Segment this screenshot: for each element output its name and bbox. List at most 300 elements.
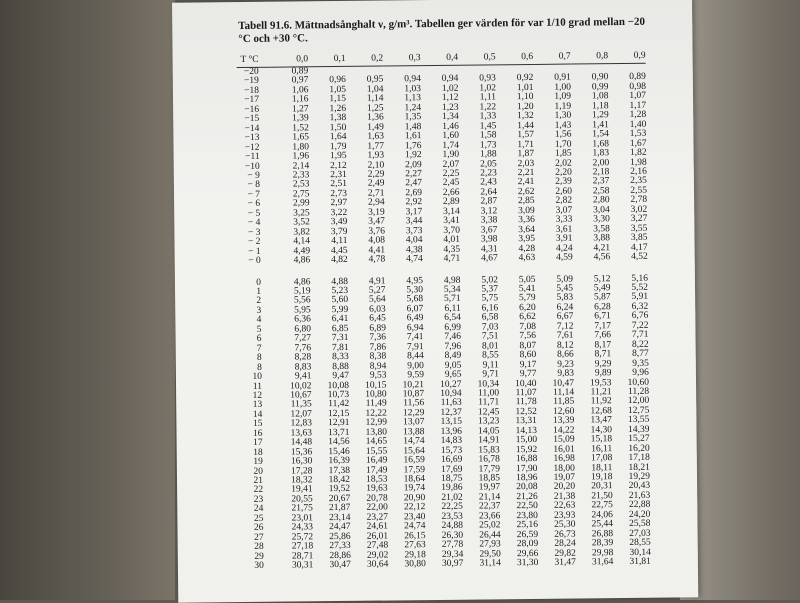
value-cell: 10,47 <box>552 378 575 389</box>
value-cell: 1,15 <box>329 94 347 105</box>
value-cell: 4,78 <box>368 254 386 265</box>
value-cell: 12,91 <box>328 418 350 429</box>
value-cell: 2,75 <box>292 189 310 200</box>
value-cell: 9,05 <box>444 360 462 371</box>
value-cell: 3,55 <box>630 223 648 234</box>
value-cell: 1,19 <box>554 101 572 112</box>
value-cell: 1,30 <box>554 110 572 121</box>
value-cell: 14,05 <box>478 426 500 437</box>
value-cell: 19,52 <box>328 484 351 495</box>
value-cell: 6,28 <box>594 302 611 313</box>
value-cell: 1,40 <box>629 119 647 130</box>
value-cell: 23,66 <box>478 511 501 522</box>
value-cell: 3,58 <box>593 223 610 235</box>
value-cell: 12,07 <box>290 409 312 420</box>
temperature-cell: 0 <box>256 277 261 288</box>
value-cell: 8,38 <box>369 351 387 362</box>
value-cell: 4,91 <box>368 276 386 287</box>
value-cell: 12,00 <box>627 396 650 407</box>
value-cell: 10,15 <box>365 379 387 391</box>
temperature-cell: 27 <box>254 532 264 543</box>
value-cell: 12,60 <box>552 406 575 417</box>
value-cell: 1,71 <box>517 139 535 150</box>
temperature-cell: 2 <box>256 296 262 307</box>
value-cell: 12,75 <box>627 405 650 416</box>
value-cell: 1,77 <box>367 141 385 152</box>
value-cell: 1,79 <box>329 141 347 152</box>
value-cell: 26,59 <box>516 529 539 540</box>
value-cell: 16,69 <box>440 454 463 466</box>
value-cell: 16,30 <box>290 456 313 467</box>
value-cell: 3,79 <box>330 226 348 237</box>
value-cell: 5,52 <box>631 282 649 293</box>
value-cell: 12,52 <box>515 406 537 418</box>
value-cell: 18,75 <box>441 473 463 484</box>
value-cell: 1,12 <box>441 93 459 104</box>
value-cell: 19,97 <box>478 482 501 494</box>
header-cell: 0,5 <box>458 48 496 65</box>
value-cell: 21,38 <box>553 491 576 502</box>
value-cell: 5,02 <box>481 274 498 286</box>
value-cell: 1,22 <box>479 102 497 113</box>
value-cell: 5,99 <box>331 304 349 315</box>
value-cell: 8,12 <box>556 340 574 351</box>
value-cell: 4,04 <box>405 235 423 246</box>
value-cell: 11,21 <box>590 387 612 398</box>
value-cell: 19,74 <box>403 483 426 494</box>
table-body <box>237 63 651 571</box>
value-cell: 22,00 <box>366 502 388 514</box>
value-cell: 9,29 <box>594 358 612 369</box>
value-cell: 21,26 <box>516 491 538 503</box>
value-cell: 31,64 <box>591 557 614 568</box>
value-cell: 2,20 <box>555 167 572 178</box>
value-cell: 1,11 <box>479 92 497 103</box>
value-cell: 4,38 <box>405 244 423 255</box>
value-cell: 1,09 <box>554 91 572 103</box>
value-cell: 13,71 <box>328 427 350 438</box>
header-cell: 0,1 <box>308 50 346 67</box>
value-cell: 7,91 <box>406 341 424 352</box>
value-cell: 12,29 <box>402 407 425 419</box>
value-cell: 17,79 <box>478 463 500 475</box>
value-cell: 3,82 <box>293 226 310 238</box>
value-cell: 2,18 <box>592 167 610 178</box>
value-cell: 7,27 <box>294 333 312 344</box>
value-cell: 3,47 <box>368 216 385 227</box>
value-cell: 3,04 <box>593 204 610 216</box>
value-cell: 8,55 <box>482 350 499 361</box>
value-cell: 14,56 <box>328 437 350 448</box>
value-cell: 5,64 <box>368 294 386 306</box>
value-cell: 2,10 <box>367 160 385 171</box>
temperature-cell: 6 <box>256 334 262 345</box>
value-cell: 4,59 <box>556 252 573 263</box>
value-cell: 9,35 <box>632 358 649 369</box>
value-cell: 8,83 <box>294 361 312 373</box>
value-cell: 3,52 <box>293 217 310 228</box>
value-cell: 3,12 <box>480 206 498 217</box>
value-cell: 6,80 <box>294 324 311 335</box>
value-cell: 3,85 <box>630 232 648 244</box>
value-cell: 5,09 <box>556 274 573 285</box>
value-cell: 8,28 <box>294 352 312 363</box>
value-cell: 7,86 <box>369 342 387 353</box>
value-cell: 23,01 <box>291 513 313 524</box>
value-cell: 18,64 <box>403 474 426 485</box>
value-cell: 7,36 <box>369 332 387 343</box>
value-cell: 6,24 <box>556 302 574 313</box>
temperature-cell: 12 <box>252 390 263 401</box>
value-cell: 30,80 <box>404 559 426 570</box>
value-cell: 18,11 <box>591 462 613 473</box>
value-cell: 25,72 <box>291 532 314 543</box>
value-cell: 2,64 <box>480 187 498 198</box>
value-cell: 21,75 <box>291 503 313 514</box>
value-cell: 0,92 <box>516 73 534 84</box>
value-cell: 10,94 <box>440 388 462 399</box>
temperature-cell: −14 <box>244 123 260 134</box>
value-cell: 10,60 <box>627 377 650 388</box>
value-cell: 11,71 <box>478 397 500 408</box>
value-cell: 14,30 <box>590 424 613 436</box>
value-cell: 23,80 <box>516 510 538 521</box>
temperature-cell: 13 <box>252 400 263 411</box>
value-cell: 23,14 <box>328 512 351 523</box>
value-cell: 21,87 <box>328 503 351 514</box>
value-cell: 8,60 <box>519 350 537 361</box>
background-right <box>680 0 800 600</box>
value-cell: 7,51 <box>481 331 499 342</box>
value-cell: 20,55 <box>291 494 313 505</box>
value-cell: 13,47 <box>590 415 612 426</box>
value-cell: 9,77 <box>519 368 537 380</box>
value-cell: 3,76 <box>368 226 385 237</box>
value-cell: 1,13 <box>404 93 422 104</box>
value-cell: 10,34 <box>477 378 500 390</box>
value-cell: 6,36 <box>294 314 311 325</box>
value-cell: 11,85 <box>553 396 575 408</box>
value-cell: 10,73 <box>327 389 350 401</box>
value-cell: 2,94 <box>367 197 385 209</box>
value-cell: 2,21 <box>517 167 535 179</box>
temperature-cell: 26 <box>253 523 264 534</box>
value-cell: 1,26 <box>329 103 347 114</box>
value-cell: 26,01 <box>366 531 389 542</box>
value-cell: 0,90 <box>591 72 609 83</box>
value-cell: 6,03 <box>369 304 386 315</box>
value-cell: 17,49 <box>365 465 388 476</box>
value-cell: 14,39 <box>628 424 650 435</box>
value-cell: 2,43 <box>480 177 497 188</box>
value-cell: 18,42 <box>328 474 351 486</box>
value-cell: 10,67 <box>290 390 312 401</box>
value-cell: 12,22 <box>365 408 387 419</box>
value-cell: 7,81 <box>331 342 349 353</box>
value-cell: 5,12 <box>593 273 611 284</box>
value-cell: 8,49 <box>444 350 462 362</box>
value-cell: 19,86 <box>441 483 463 494</box>
value-cell: 1,36 <box>367 112 384 123</box>
value-cell: 2,85 <box>517 196 535 207</box>
value-cell: 1,68 <box>592 138 610 149</box>
value-cell: 1,61 <box>404 131 422 142</box>
value-cell: 3,19 <box>368 207 385 218</box>
value-cell: 1,87 <box>517 149 535 160</box>
value-cell: 1,52 <box>292 123 309 134</box>
value-cell: 2,49 <box>367 178 385 190</box>
value-cell: 3,91 <box>555 233 573 244</box>
temperature-cell: −10 <box>244 161 260 172</box>
header-cell: 0,7 <box>533 48 571 65</box>
value-cell: 12,37 <box>440 407 462 418</box>
value-cell: 5,45 <box>556 283 574 294</box>
value-cell: 4,82 <box>331 254 348 266</box>
value-cell: 19,29 <box>628 471 651 482</box>
value-cell: 3,70 <box>443 225 460 236</box>
value-cell: 16,20 <box>628 443 650 454</box>
value-cell: 7,08 <box>519 321 536 332</box>
value-cell: 1,00 <box>554 82 571 93</box>
value-cell: 12,15 <box>327 408 350 419</box>
value-cell: 14,65 <box>365 436 388 447</box>
value-cell: 5,05 <box>518 274 536 285</box>
value-cell: 1,43 <box>554 120 572 131</box>
value-cell: 1,35 <box>404 112 422 123</box>
value-cell: 16,11 <box>591 443 613 455</box>
value-cell: 3,09 <box>518 205 535 216</box>
value-cell: 27,78 <box>441 539 464 551</box>
value-cell: 22,37 <box>478 501 501 512</box>
value-cell: 2,51 <box>330 179 347 190</box>
value-cell: 5,49 <box>593 283 611 294</box>
value-cell: 1,73 <box>479 139 497 151</box>
value-cell: 6,71 <box>594 311 611 322</box>
value-cell: 14,83 <box>440 435 463 447</box>
value-cell: 23,53 <box>441 511 463 522</box>
value-cell: 2,78 <box>630 195 648 206</box>
value-cell: 30,64 <box>366 559 389 570</box>
temperature-cell: 30 <box>254 560 264 571</box>
value-cell: 18,00 <box>553 463 575 474</box>
value-cell: 4,14 <box>293 236 311 247</box>
value-cell: 5,60 <box>331 295 349 306</box>
value-cell: 3,61 <box>555 224 573 235</box>
value-cell: 16,88 <box>515 454 538 465</box>
header-cell: 0,9 <box>608 47 646 64</box>
value-cell: 2,82 <box>555 195 573 207</box>
value-cell: 22,63 <box>553 500 576 512</box>
value-cell: 0,94 <box>441 74 459 85</box>
value-cell: 6,54 <box>444 313 461 324</box>
value-cell: 12,45 <box>477 407 500 418</box>
value-cell: 7,03 <box>481 322 499 333</box>
value-cell: 4,52 <box>631 251 648 262</box>
value-cell: 31,81 <box>629 556 651 568</box>
value-cell: 11,49 <box>365 398 387 410</box>
value-cell: 1,58 <box>479 130 497 141</box>
value-cell: 24,06 <box>591 509 613 521</box>
value-cell: 3,25 <box>293 208 310 219</box>
value-cell: 1,93 <box>367 150 385 161</box>
value-cell: 1,64 <box>329 132 347 143</box>
temperature-cell: −16 <box>244 104 260 115</box>
value-cell: 13,15 <box>440 417 462 428</box>
value-cell: 9,23 <box>557 359 574 370</box>
value-cell: 22,12 <box>403 502 426 513</box>
value-cell: 2,99 <box>292 198 310 209</box>
value-cell: 8,88 <box>332 361 349 372</box>
value-cell: 4,31 <box>480 243 498 255</box>
temperature-cell: − 1 <box>248 246 261 257</box>
value-cell: 15,83 <box>478 444 500 456</box>
value-cell: 27,48 <box>366 540 389 551</box>
value-cell: 2,16 <box>630 166 647 177</box>
value-cell: 4,35 <box>443 244 461 255</box>
value-cell: 8,01 <box>481 341 499 352</box>
value-cell: 1,07 <box>629 91 647 102</box>
temperature-cell: 8 <box>256 352 262 363</box>
temperature-cell: 3 <box>256 305 262 316</box>
value-cell: 23,93 <box>553 510 576 521</box>
value-cell: 30,14 <box>629 547 651 558</box>
value-cell: 13,31 <box>515 416 537 427</box>
value-cell: 0,89 <box>291 66 309 77</box>
value-cell: 30,47 <box>329 559 351 571</box>
temperature-cell: −11 <box>245 151 260 163</box>
value-cell: 11,63 <box>440 398 462 409</box>
value-cell: 6,20 <box>519 302 536 313</box>
value-cell: 13,39 <box>552 415 575 427</box>
temperature-cell: 11 <box>252 381 263 392</box>
value-cell: 0,95 <box>366 74 384 86</box>
value-cell: 3,67 <box>480 225 498 236</box>
value-cell: 27,93 <box>479 539 501 550</box>
value-cell: 15,46 <box>328 446 350 457</box>
saturation-vapor-table <box>237 47 651 572</box>
value-cell: 2,73 <box>330 188 348 199</box>
temperature-cell: −12 <box>244 142 260 153</box>
value-cell: 10,80 <box>365 389 387 400</box>
value-cell: 8,71 <box>594 349 612 360</box>
value-cell: 28,55 <box>629 537 651 549</box>
value-cell: 2,71 <box>367 188 385 199</box>
value-cell: 10,40 <box>515 378 537 389</box>
temperature-cell: 25 <box>253 513 264 524</box>
value-cell: 9,89 <box>594 368 612 379</box>
value-cell: 5,68 <box>406 294 424 305</box>
temperature-cell: 7 <box>256 343 262 354</box>
value-cell: 31,30 <box>516 558 539 569</box>
value-cell: 6,76 <box>631 311 649 322</box>
value-cell: 16,98 <box>553 453 575 464</box>
value-cell: 4,86 <box>293 255 311 266</box>
value-cell: 11,56 <box>403 398 425 409</box>
value-cell: 9,53 <box>369 370 387 381</box>
value-cell: 1,65 <box>292 132 309 143</box>
value-cell: 11,00 <box>478 388 500 399</box>
value-cell: 13,80 <box>365 427 388 438</box>
temperature-cell: −15 <box>244 114 260 125</box>
value-cell: 29,50 <box>479 548 501 560</box>
value-cell: 8,77 <box>632 348 649 360</box>
value-cell: 2,29 <box>367 169 385 180</box>
value-cell: 7,12 <box>556 321 574 332</box>
value-cell: 15,00 <box>515 435 538 446</box>
value-cell: 1,20 <box>516 101 534 112</box>
value-cell: 21,63 <box>628 490 651 501</box>
value-cell: 0,94 <box>404 74 421 85</box>
value-cell: 10,02 <box>290 380 312 392</box>
value-cell: 1,39 <box>292 113 309 124</box>
value-cell: 6,41 <box>331 314 349 325</box>
temperature-cell: 1 <box>256 286 262 297</box>
value-cell: 6,89 <box>369 323 386 334</box>
value-cell: 2,37 <box>592 176 610 187</box>
value-cell: 25,30 <box>554 519 576 531</box>
value-cell: 3,02 <box>630 204 648 215</box>
value-cell: 11,14 <box>553 387 575 398</box>
value-cell: 6,49 <box>406 313 424 324</box>
value-cell: 17,69 <box>440 464 463 475</box>
value-cell: 2,00 <box>592 157 610 168</box>
value-cell: 26,30 <box>441 530 464 541</box>
value-cell: 26,44 <box>479 530 501 541</box>
value-cell: 1,45 <box>479 121 497 132</box>
value-cell: 4,45 <box>330 245 348 256</box>
value-cell: 3,38 <box>480 215 498 226</box>
value-cell: 14,22 <box>553 425 575 436</box>
temperature-cell: − 2 <box>247 236 261 248</box>
value-cell: 9,71 <box>482 369 499 380</box>
value-cell: 2,39 <box>555 176 572 188</box>
value-cell: 15,55 <box>365 446 388 457</box>
value-cell: 1,48 <box>404 121 422 133</box>
value-cell: 17,59 <box>403 464 425 475</box>
value-cell: 10,87 <box>402 389 425 400</box>
value-cell: 2,60 <box>555 186 573 197</box>
value-cell: 2,25 <box>442 168 460 179</box>
table-row <box>242 558 651 572</box>
value-cell: 1,16 <box>291 94 309 105</box>
value-cell: 20,67 <box>328 493 351 505</box>
value-cell: 1,90 <box>442 149 460 160</box>
value-cell: 16,49 <box>365 455 388 466</box>
value-cell: 2,55 <box>630 185 648 196</box>
temperature-cell: − 8 <box>247 180 260 191</box>
value-cell: 16,01 <box>553 444 575 455</box>
value-cell: 9,17 <box>519 359 537 370</box>
value-cell: 8,07 <box>519 340 537 351</box>
background-left <box>0 0 175 600</box>
value-cell: 25,16 <box>516 520 539 531</box>
value-cell: 8,44 <box>407 351 424 362</box>
value-cell: 7,46 <box>444 331 462 343</box>
value-cell: 31,14 <box>479 558 501 569</box>
value-cell: 4,24 <box>555 243 573 254</box>
value-cell: 8,17 <box>594 339 612 351</box>
table-title: Tabell 91.6. Mättnadsånghalt ν, g/m³. Tabellen ger värden för var 1/10 grad mellan −20 °C och +30 °C. <box>238 15 646 46</box>
value-cell: 5,23 <box>331 285 349 297</box>
header-cell: 0,6 <box>496 48 534 65</box>
value-cell: 27,63 <box>404 540 426 551</box>
value-cell: 10,08 <box>327 380 350 391</box>
value-cell: 22,25 <box>441 502 463 513</box>
value-cell: 1,83 <box>592 148 610 159</box>
value-cell: 3,88 <box>593 233 611 244</box>
value-cell: 5,87 <box>593 292 611 303</box>
value-cell: 6,32 <box>631 301 649 312</box>
